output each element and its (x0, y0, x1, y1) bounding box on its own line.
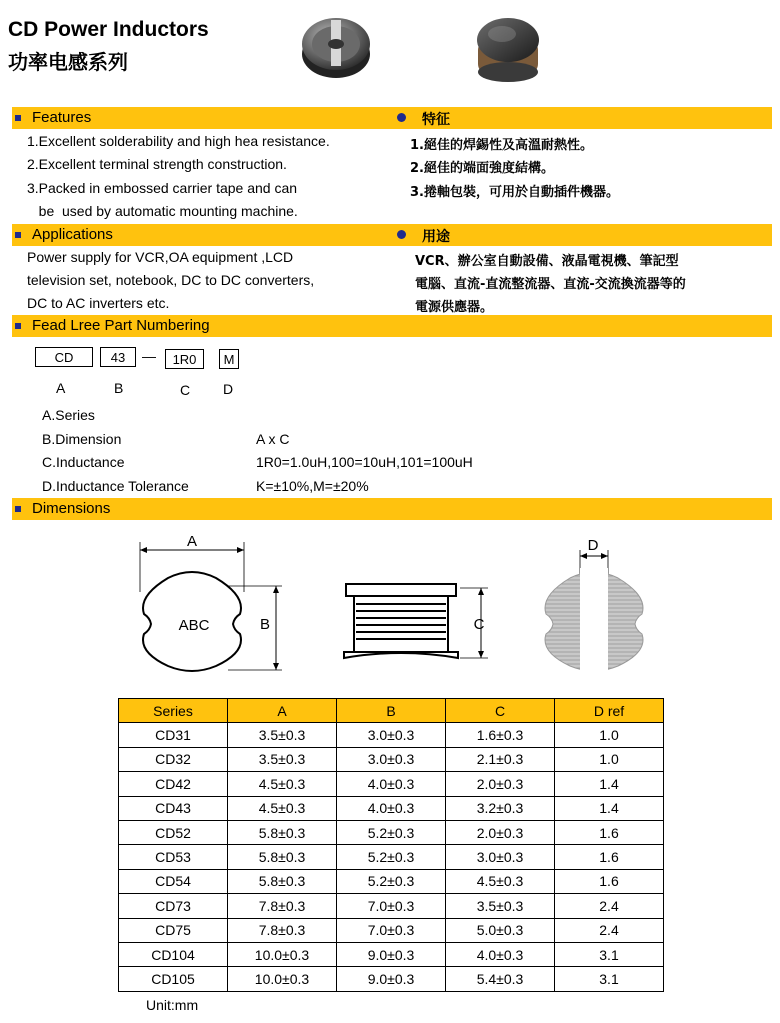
table-cell: 5.2±0.3 (337, 820, 446, 844)
applications-band (12, 224, 772, 246)
bottom-view-drawing (536, 530, 658, 678)
table-cell: CD75 (119, 918, 228, 942)
table-cell: CD42 (119, 772, 228, 796)
dim-marking: ABC (178, 617, 210, 634)
table-header-cell: Series (119, 699, 228, 723)
feature-en-1: 1.Excellent solderability and high hea resistance. (27, 133, 330, 149)
table-cell: 4.5±0.3 (446, 869, 555, 893)
part-letter-b: B (114, 380, 124, 396)
table-cell: 4.0±0.3 (337, 772, 446, 796)
table-cell: 2.0±0.3 (446, 772, 555, 796)
applications-heading: Applications (32, 226, 113, 243)
application-zh-2: 電腦、直流-直流整流器、直流-交流換流器等的 (415, 277, 686, 292)
table-cell: 3.2±0.3 (446, 796, 555, 820)
dim-label-d: D (587, 537, 599, 554)
table-row (119, 845, 664, 869)
feature-zh-3: 3.捲軸包裝，可用於自動插件機器。 (410, 185, 619, 200)
table-cell: 9.0±0.3 (337, 967, 446, 991)
application-en-1: Power supply for VCR,OA equipment ,LCD (27, 249, 294, 265)
table-cell: 1.6±0.3 (446, 723, 555, 747)
table-cell: 4.5±0.3 (228, 796, 337, 820)
table-cell: 1.6 (555, 845, 664, 869)
table-cell: 5.8±0.3 (228, 869, 337, 893)
part-dash: — (142, 348, 156, 364)
part-box-inductance: 1R0 (165, 349, 204, 369)
table-cell: 10.0±0.3 (228, 942, 337, 966)
feature-en-4: be used by automatic mounting machine. (27, 203, 298, 219)
bullet-square-icon (15, 323, 21, 329)
part-box-dimension: 43 (100, 347, 136, 367)
top-view-drawing (130, 530, 290, 678)
feature-zh-2: 2.絕佳的端面強度結構。 (410, 161, 554, 176)
application-en-2: television set, notebook, DC to DC converters, (27, 272, 315, 288)
table-row (119, 869, 664, 893)
table-header-row (119, 699, 664, 723)
part-letter-c: C (180, 382, 191, 398)
table-cell: 7.0±0.3 (337, 894, 446, 918)
part-row-label: D.Inductance Tolerance (42, 478, 189, 494)
table-cell: 10.0±0.3 (228, 967, 337, 991)
bullet-square-icon (15, 506, 21, 512)
table-cell: 5.4±0.3 (446, 967, 555, 991)
table-cell: 7.0±0.3 (337, 918, 446, 942)
table-cell: 1.6 (555, 820, 664, 844)
table-cell: 5.2±0.3 (337, 845, 446, 869)
part-row-label: B.Dimension (42, 431, 122, 447)
table-cell: 7.8±0.3 (228, 894, 337, 918)
dimensions-band (12, 498, 772, 520)
table-cell: 7.8±0.3 (228, 918, 337, 942)
table-cell: CD54 (119, 869, 228, 893)
table-cell: 2.4 (555, 918, 664, 942)
application-zh-3: 電源供應器。 (415, 300, 494, 315)
table-cell: 1.6 (555, 869, 664, 893)
table-cell: CD43 (119, 796, 228, 820)
table-cell: 1.0 (555, 747, 664, 771)
bullet-dot-icon (397, 230, 406, 239)
part-numbering-heading: Fead Lree Part Numbering (32, 317, 210, 334)
table-row (119, 723, 664, 747)
table-cell: CD31 (119, 723, 228, 747)
table-cell: 5.0±0.3 (446, 918, 555, 942)
dimensions-heading: Dimensions (32, 500, 111, 517)
table-cell: 5.8±0.3 (228, 820, 337, 844)
table-cell: 1.0 (555, 723, 664, 747)
part-letter-a: A (56, 380, 66, 396)
application-zh-1: VCR、辦公室自動設備、液晶電視機、筆記型 (415, 254, 679, 269)
part-row-value: A x C (256, 431, 290, 447)
bullet-dot-icon (397, 113, 406, 122)
table-cell: 3.0±0.3 (337, 723, 446, 747)
part-row-value: 1R0=1.0uH,100=10uH,101=100uH (256, 454, 473, 470)
bullet-square-icon (15, 115, 21, 121)
table-header-cell: D ref (555, 699, 664, 723)
product-photo-shielded (472, 12, 544, 88)
table-cell: CD105 (119, 967, 228, 991)
table-cell: 3.0±0.3 (446, 845, 555, 869)
features-heading: Features (32, 109, 92, 126)
table-cell: 2.0±0.3 (446, 820, 555, 844)
part-box-series: CD (35, 347, 93, 367)
table-cell: 1.4 (555, 772, 664, 796)
table-row (119, 967, 664, 991)
table-cell: 4.0±0.3 (337, 796, 446, 820)
dim-label-a: A (186, 533, 198, 550)
table-header-cell: B (337, 699, 446, 723)
table-row (119, 942, 664, 966)
dim-label-b: B (259, 616, 271, 633)
product-photo-open (295, 4, 377, 86)
table-cell: 9.0±0.3 (337, 942, 446, 966)
table-cell: 4.0±0.3 (446, 942, 555, 966)
table-cell: CD32 (119, 747, 228, 771)
feature-zh-1: 1.絕佳的焊錫性及高溫耐熱性。 (410, 138, 593, 153)
table-cell: 3.5±0.3 (228, 747, 337, 771)
part-letter-d: D (223, 381, 234, 397)
table-cell: 2.4 (555, 894, 664, 918)
dimensions-table (118, 698, 664, 992)
table-cell: 3.0±0.3 (337, 747, 446, 771)
page-subtitle-zh: 功率电感系列 (8, 50, 128, 74)
table-cell: 5.2±0.3 (337, 869, 446, 893)
table-header-cell: A (228, 699, 337, 723)
feature-en-3: 3.Packed in embossed carrier tape and can (27, 180, 298, 196)
features-heading-zh: 特征 (422, 112, 450, 128)
table-cell: 2.1±0.3 (446, 747, 555, 771)
part-row-label: C.Inductance (42, 454, 125, 470)
table-cell: CD104 (119, 942, 228, 966)
table-cell: CD52 (119, 820, 228, 844)
table-cell: 3.1 (555, 942, 664, 966)
table-row (119, 772, 664, 796)
table-row (119, 796, 664, 820)
feature-en-2: 2.Excellent terminal strength construction. (27, 156, 287, 172)
table-cell: 5.8±0.3 (228, 845, 337, 869)
table-cell: 3.1 (555, 967, 664, 991)
table-cell: CD53 (119, 845, 228, 869)
table-cell: 1.4 (555, 796, 664, 820)
table-cell: 3.5±0.3 (228, 723, 337, 747)
dim-label-c: C (473, 616, 485, 633)
page-title: CD Power Inductors (8, 18, 209, 41)
table-cell: CD73 (119, 894, 228, 918)
table-body (119, 723, 664, 991)
table-row (119, 918, 664, 942)
bullet-square-icon (15, 232, 21, 238)
table-cell: 3.5±0.3 (446, 894, 555, 918)
table-cell: 4.5±0.3 (228, 772, 337, 796)
table-header-cell: C (446, 699, 555, 723)
features-band (12, 107, 772, 129)
table-row (119, 820, 664, 844)
part-row-value: K=±10%,M=±20% (256, 478, 369, 494)
application-en-3: DC to AC inverters etc. (27, 295, 170, 311)
part-box-tolerance: M (219, 349, 239, 369)
part-numbering-band (12, 315, 772, 337)
part-row-label: A.Series (42, 407, 95, 423)
side-view-drawing (338, 578, 498, 670)
table-row (119, 894, 664, 918)
unit-note: Unit:mm (146, 997, 199, 1013)
applications-heading-zh: 用途 (422, 229, 450, 245)
table-row (119, 747, 664, 771)
